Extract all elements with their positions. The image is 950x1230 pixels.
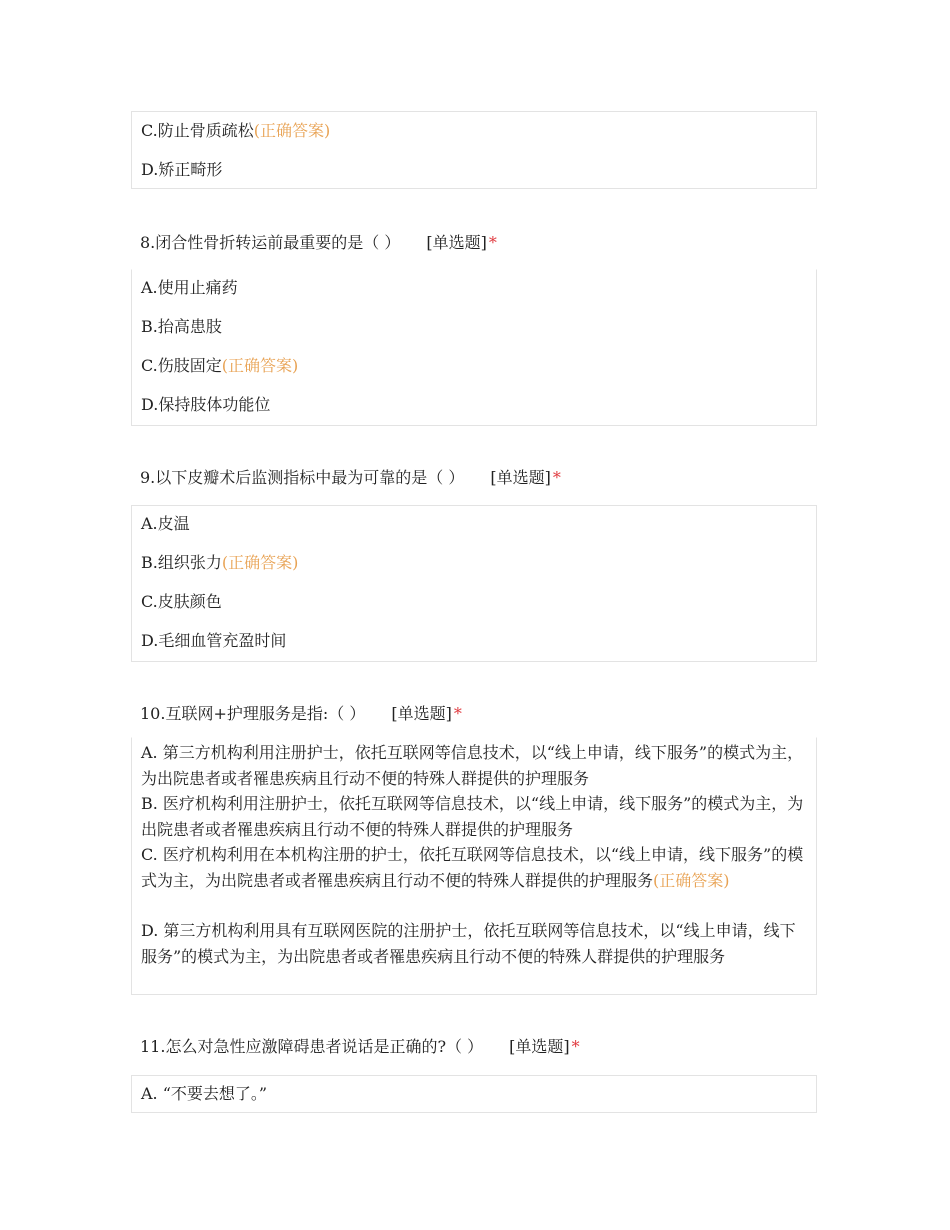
question-text: 9.以下皮瓣术后监测指标中最为可靠的是（ ） — [140, 468, 465, 487]
option-label: B.组织张力 — [141, 553, 222, 572]
question-7-options — [131, 111, 817, 189]
option-10c[interactable] — [141, 842, 809, 893]
option-9d[interactable] — [141, 631, 286, 651]
question-9-title — [140, 468, 561, 488]
required-star: * — [453, 704, 462, 723]
option-9a[interactable] — [141, 514, 190, 534]
option-label: C.防止骨质疏松 — [141, 121, 254, 140]
option-label: D.矫正畸形 — [141, 160, 223, 179]
question-text: 10.互联网+护理服务是指:（ ） — [140, 704, 366, 723]
required-star: * — [488, 233, 497, 252]
option-label: C. 医疗机构利用在本机构注册的护士，依托互联网等信息技术，以“线上申请，线下服务”的模式为主，为出院患者或者罹患疾病且行动不便的特殊人群提供的护理服务 — [141, 845, 804, 890]
option-10d[interactable] — [141, 918, 809, 969]
question-8-title — [140, 233, 497, 253]
question-10-options — [131, 737, 817, 995]
required-star: * — [571, 1037, 580, 1056]
question-text: 8.闭合性骨折转运前最重要的是（ ） — [140, 233, 401, 252]
required-star: * — [552, 468, 561, 487]
question-type: [单选题] — [391, 704, 452, 723]
option-11a[interactable] — [141, 1084, 267, 1104]
option-8c[interactable] — [141, 356, 298, 376]
option-label: C.伤肢固定 — [141, 356, 222, 375]
question-type: [单选题] — [426, 233, 487, 252]
option-label: D.毛细血管充盈时间 — [141, 631, 287, 650]
correct-answer-tag: (正确答案) — [253, 121, 331, 140]
correct-answer-tag: (正确答案) — [653, 870, 730, 890]
option-label: A. 第三方机构利用注册护士，依托互联网等信息技术，以“线上申请，线下服务”的模式为主，为出院患者或者罹患疾病且行动不便的特殊人群提供的护理服务 — [141, 743, 804, 788]
correct-answer-tag: (正确答案) — [221, 553, 299, 572]
question-11-options — [131, 1075, 817, 1113]
question-type: [单选题] — [509, 1037, 570, 1056]
option-label: A.皮温 — [141, 514, 190, 533]
question-11-title — [140, 1037, 580, 1057]
option-7c[interactable] — [141, 121, 330, 141]
option-8b[interactable] — [141, 317, 222, 337]
option-9b[interactable] — [141, 553, 298, 573]
correct-answer-tag: (正确答案) — [221, 356, 299, 375]
option-label: D. 第三方机构利用具有互联网医院的注册护士，依托互联网等信息技术，以“线上申请，线下服务”的模式为主，为出院患者或者罹患疾病且行动不便的特殊人群提供的护理服务 — [141, 921, 796, 966]
option-label: B. 医疗机构利用注册护士，依托互联网等信息技术，以“线上申请，线下服务”的模式为主，为出院患者或者罹患疾病且行动不便的特殊人群提供的护理服务 — [141, 794, 804, 839]
question-8-options — [131, 269, 817, 426]
option-10b[interactable] — [141, 791, 809, 842]
option-10a[interactable] — [141, 740, 809, 791]
option-label: D.保持肢体功能位 — [141, 395, 271, 414]
question-10-title — [140, 704, 462, 724]
option-label: A.使用止痛药 — [141, 278, 238, 297]
option-label: A. “不要去想了。” — [141, 1084, 268, 1103]
option-8d[interactable] — [141, 395, 270, 415]
option-7d[interactable] — [141, 160, 222, 180]
question-text: 11.怎么对急性应激障碍患者说话是正确的?（ ） — [140, 1037, 484, 1056]
option-8a[interactable] — [141, 278, 238, 298]
option-label: B.抬高患肢 — [141, 317, 222, 336]
question-type: [单选题] — [490, 468, 551, 487]
question-9-options — [131, 505, 817, 662]
option-label: C.皮肤颜色 — [141, 592, 222, 611]
option-9c[interactable] — [141, 592, 222, 612]
